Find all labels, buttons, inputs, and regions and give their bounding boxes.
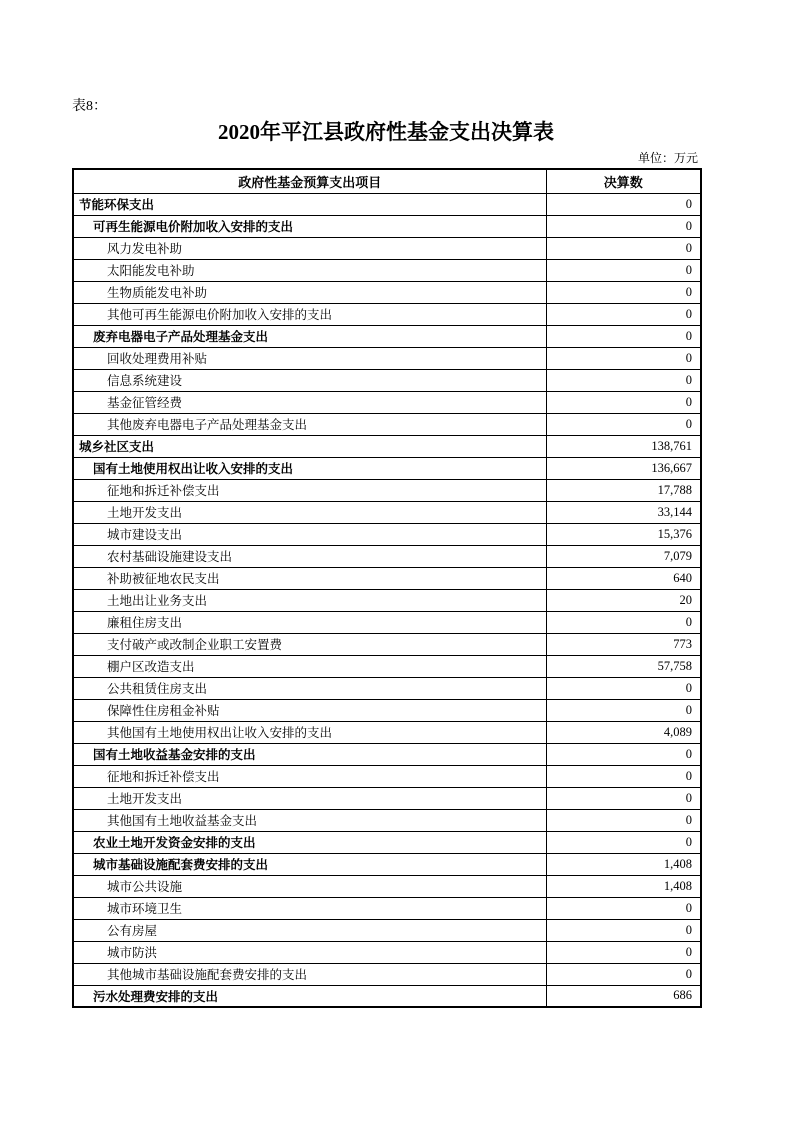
table-row bbox=[73, 677, 701, 699]
table-row bbox=[73, 391, 701, 413]
budget-table-body bbox=[73, 193, 701, 1007]
budget-item-value: 33,144 bbox=[546, 501, 701, 523]
budget-item-label: 土地出让业务支出 bbox=[73, 589, 546, 611]
budget-item-label: 补助被征地农民支出 bbox=[73, 567, 546, 589]
table-row bbox=[73, 413, 701, 435]
budget-item-label: 公共租赁住房支出 bbox=[73, 677, 546, 699]
table-row bbox=[73, 435, 701, 457]
table-row bbox=[73, 809, 701, 831]
budget-item-value: 0 bbox=[546, 787, 701, 809]
table-row bbox=[73, 545, 701, 567]
budget-item-value: 0 bbox=[546, 897, 701, 919]
budget-item-label: 风力发电补助 bbox=[73, 237, 546, 259]
budget-item-value: 138,761 bbox=[546, 435, 701, 457]
budget-item-label: 城市环境卫生 bbox=[73, 897, 546, 919]
budget-item-value: 7,079 bbox=[546, 545, 701, 567]
budget-item-value: 0 bbox=[546, 413, 701, 435]
budget-item-value: 640 bbox=[546, 567, 701, 589]
budget-item-label: 城市建设支出 bbox=[73, 523, 546, 545]
table-row bbox=[73, 215, 701, 237]
table-row bbox=[73, 743, 701, 765]
budget-item-value: 0 bbox=[546, 919, 701, 941]
budget-item-value: 0 bbox=[546, 809, 701, 831]
budget-item-value: 0 bbox=[546, 193, 701, 215]
budget-item-value: 773 bbox=[546, 633, 701, 655]
table-row bbox=[73, 193, 701, 215]
budget-item-value: 0 bbox=[546, 941, 701, 963]
budget-item-label: 土地开发支出 bbox=[73, 501, 546, 523]
budget-item-label: 信息系统建设 bbox=[73, 369, 546, 391]
table-row bbox=[73, 259, 701, 281]
budget-item-label: 城乡社区支出 bbox=[73, 435, 546, 457]
table-row bbox=[73, 611, 701, 633]
budget-item-value: 0 bbox=[546, 369, 701, 391]
budget-table bbox=[72, 168, 702, 1008]
budget-item-value: 20 bbox=[546, 589, 701, 611]
budget-item-label: 支付破产或改制企业职工安置费 bbox=[73, 633, 546, 655]
budget-item-value: 0 bbox=[546, 325, 701, 347]
budget-item-label: 保障性住房租金补贴 bbox=[73, 699, 546, 721]
budget-item-label: 其他国有土地收益基金支出 bbox=[73, 809, 546, 831]
budget-item-value: 0 bbox=[546, 259, 701, 281]
budget-item-label: 节能环保支出 bbox=[73, 193, 546, 215]
budget-item-label: 土地开发支出 bbox=[73, 787, 546, 809]
budget-item-label: 公有房屋 bbox=[73, 919, 546, 941]
budget-item-label: 其他可再生能源电价附加收入安排的支出 bbox=[73, 303, 546, 325]
budget-item-label: 棚户区改造支出 bbox=[73, 655, 546, 677]
table-row bbox=[73, 567, 701, 589]
budget-item-value: 4,089 bbox=[546, 721, 701, 743]
table-row bbox=[73, 347, 701, 369]
budget-item-value: 0 bbox=[546, 611, 701, 633]
table-row bbox=[73, 919, 701, 941]
budget-item-value: 686 bbox=[546, 985, 701, 1007]
column-header-amount: 决算数 bbox=[546, 169, 701, 193]
budget-item-value: 0 bbox=[546, 237, 701, 259]
budget-item-label: 城市公共设施 bbox=[73, 875, 546, 897]
budget-item-label: 废弃电器电子产品处理基金支出 bbox=[73, 325, 546, 347]
budget-item-value: 0 bbox=[546, 347, 701, 369]
budget-item-label: 征地和拆迁补偿支出 bbox=[73, 765, 546, 787]
table-row bbox=[73, 479, 701, 501]
table-row bbox=[73, 941, 701, 963]
table-row bbox=[73, 655, 701, 677]
table-row bbox=[73, 501, 701, 523]
table-row bbox=[73, 369, 701, 391]
table-row bbox=[73, 325, 701, 347]
budget-item-value: 0 bbox=[546, 831, 701, 853]
budget-item-value: 15,376 bbox=[546, 523, 701, 545]
page-title: 2020年平江县政府性基金支出决算表 bbox=[218, 120, 554, 144]
table-header-row bbox=[73, 169, 701, 193]
table-row bbox=[73, 457, 701, 479]
table-row bbox=[73, 875, 701, 897]
budget-item-label: 回收处理费用补贴 bbox=[73, 347, 546, 369]
table-row bbox=[73, 699, 701, 721]
budget-item-label: 农村基础设施建设支出 bbox=[73, 545, 546, 567]
table-row bbox=[73, 897, 701, 919]
table-row bbox=[73, 633, 701, 655]
table-row bbox=[73, 237, 701, 259]
budget-item-label: 其他国有土地使用权出让收入安排的支出 bbox=[73, 721, 546, 743]
budget-item-value: 0 bbox=[546, 765, 701, 787]
budget-item-label: 国有土地使用权出让收入安排的支出 bbox=[73, 457, 546, 479]
unit-label: 单位：万元 bbox=[637, 151, 698, 165]
budget-item-label: 其他废弃电器电子产品处理基金支出 bbox=[73, 413, 546, 435]
budget-item-value: 0 bbox=[546, 963, 701, 985]
budget-item-value: 0 bbox=[546, 215, 701, 237]
budget-item-value: 0 bbox=[546, 699, 701, 721]
table-row bbox=[73, 589, 701, 611]
budget-item-label: 可再生能源电价附加收入安排的支出 bbox=[73, 215, 546, 237]
table-row bbox=[73, 303, 701, 325]
budget-item-value: 0 bbox=[546, 677, 701, 699]
table-row bbox=[73, 765, 701, 787]
table-row bbox=[73, 721, 701, 743]
budget-item-value: 0 bbox=[546, 303, 701, 325]
budget-item-label: 生物质能发电补助 bbox=[73, 281, 546, 303]
table-number-label: 表8： bbox=[72, 99, 107, 114]
budget-item-value: 17,788 bbox=[546, 479, 701, 501]
budget-item-label: 农业土地开发资金安排的支出 bbox=[73, 831, 546, 853]
budget-item-label: 污水处理费安排的支出 bbox=[73, 985, 546, 1007]
budget-item-label: 其他城市基础设施配套费安排的支出 bbox=[73, 963, 546, 985]
column-header-item: 政府性基金预算支出项目 bbox=[73, 169, 546, 193]
table-row bbox=[73, 963, 701, 985]
table-row bbox=[73, 281, 701, 303]
budget-item-label: 基金征管经费 bbox=[73, 391, 546, 413]
budget-item-value: 0 bbox=[546, 391, 701, 413]
budget-item-label: 城市基础设施配套费安排的支出 bbox=[73, 853, 546, 875]
budget-item-value: 57,758 bbox=[546, 655, 701, 677]
table-row bbox=[73, 523, 701, 545]
budget-item-label: 征地和拆迁补偿支出 bbox=[73, 479, 546, 501]
budget-item-label: 国有土地收益基金安排的支出 bbox=[73, 743, 546, 765]
budget-item-value: 1,408 bbox=[546, 853, 701, 875]
budget-item-label: 廉租住房支出 bbox=[73, 611, 546, 633]
budget-item-value: 0 bbox=[546, 743, 701, 765]
table-row bbox=[73, 985, 701, 1007]
budget-item-value: 136,667 bbox=[546, 457, 701, 479]
table-row bbox=[73, 853, 701, 875]
table-row bbox=[73, 787, 701, 809]
budget-item-value: 1,408 bbox=[546, 875, 701, 897]
budget-item-value: 0 bbox=[546, 281, 701, 303]
budget-item-label: 太阳能发电补助 bbox=[73, 259, 546, 281]
budget-item-label: 城市防洪 bbox=[73, 941, 546, 963]
table-row bbox=[73, 831, 701, 853]
